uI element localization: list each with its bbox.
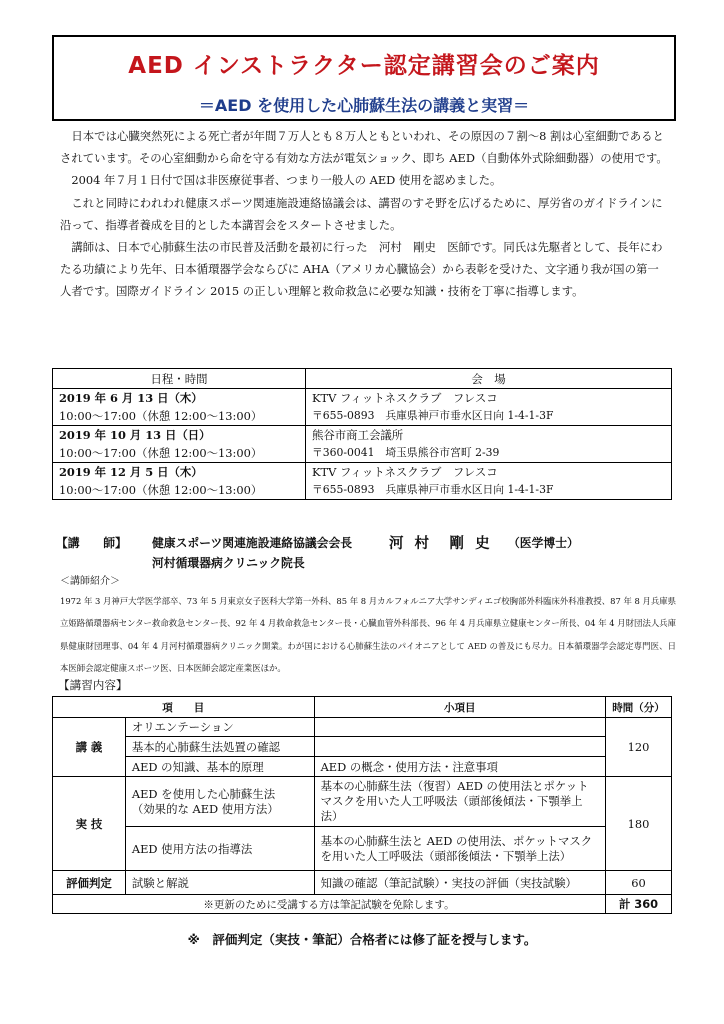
instructor-degree: （医学博士）: [508, 536, 579, 550]
evaluation-minutes: 60: [606, 871, 672, 895]
table-row: [53, 777, 672, 827]
table-row: [53, 737, 672, 757]
table-row: [53, 895, 672, 914]
practice-item-line: （効果的な AED 使用方法）: [131, 801, 279, 816]
total-minutes: 計 360: [606, 895, 672, 914]
practice-sub: 基本の心肺蘇生法と AED の使用法、ポケットマスクを用いた人工呼吸法（頭部後傾法・下顎挙上法）: [314, 827, 605, 871]
course-header-minutes: 時間（分）: [606, 697, 672, 718]
schedule-row: [53, 407, 672, 426]
instructor-org: 健康スポーツ関連施設連絡協議会会長: [152, 536, 353, 550]
bio-label: ＜講師紹介＞: [60, 576, 120, 587]
schedule-venue: 熊谷市商工会議所: [306, 426, 672, 445]
lecture-item: オリエンテーション: [125, 718, 314, 737]
schedule-header-date: 日程・時間: [53, 369, 306, 389]
table-row: [53, 718, 672, 737]
schedule-row: [53, 463, 672, 482]
practice-category: 実 技: [53, 777, 126, 871]
course-header-sub: 小項目: [314, 697, 605, 718]
instructor-name: 河 村 剛 史: [389, 536, 493, 552]
practice-minutes: 180: [606, 777, 672, 871]
evaluation-item: 試験と解説: [125, 871, 314, 895]
practice-item: [125, 777, 314, 827]
course-table: [52, 696, 672, 914]
lecture-item: 基本的心肺蘇生法処置の確認: [125, 737, 314, 757]
schedule-row: [53, 444, 672, 463]
schedule-venue: KTV フィットネスクラブ フレスコ: [306, 463, 672, 482]
schedule-row: [53, 481, 672, 500]
intro-paragraph: 日本では心臓突然死による死亡者が年間７万人とも８万人ともといわれ、その原因の７割〜8 割は心室細動であるとされています。その心室細動から命を守る有効な方法が電気ショック、即ち AED（自動体外式除細動器）の使用です。: [60, 129, 668, 166]
page-title: AED インストラクター認定講習会のご案内: [128, 53, 600, 79]
schedule-venue: KTV フィットネスクラブ フレスコ: [306, 389, 672, 408]
title-box: [52, 35, 676, 121]
evaluation-category: 評価判定: [53, 871, 126, 895]
course-header-item: 項 目: [53, 697, 315, 718]
course-header: [53, 697, 672, 718]
schedule-header-venue: 会 場: [306, 369, 672, 389]
schedule-address: 〒360-0041 埼玉県熊谷市宮町 2-39: [306, 444, 672, 463]
schedule-table: [52, 368, 672, 500]
instructor-clinic: 河村循環器病クリニック院長: [152, 556, 305, 570]
lecture-sub-empty: [314, 718, 605, 737]
schedule-row: [53, 426, 672, 445]
instructor-label: 【講 師】: [56, 536, 127, 550]
schedule-date: 2019 年 10 月 13 日（日）: [53, 426, 306, 445]
content-label: 【講習内容】: [58, 678, 128, 692]
certificate-note: ※ 評価判定（実技・筆記）合格者には修了証を授与します。: [187, 932, 537, 947]
lecture-item: AED の知識、基本的原理: [125, 757, 314, 777]
lecture-category: 講 義: [53, 718, 126, 777]
schedule-header: [53, 369, 672, 389]
lecture-sub: AED の概念・使用方法・注意事項: [314, 757, 605, 777]
lecture-sub-empty: [314, 737, 605, 757]
evaluation-sub: 知識の確認（筆記試験）・実技の評価（実技試験）: [314, 871, 605, 895]
practice-sub: 基本の心肺蘇生法（復習）AED の使用法とポケットマスクを用いた人工呼吸法（頭部後傾法・下顎挙上法）: [314, 777, 605, 827]
schedule-row: [53, 389, 672, 408]
bio-text: 1972 年 3 月神戸大学医学部卒、73 年 5 月東京女子医科大学第一外科、85 年 8 月カルフォルニア大学サンディエゴ校胸部外科臨床外科准教授、87 年 8 月兵庫県立姫路循環器病センター救命救急センター長、92 年 4 月救命救急センター長・心臓血管外科部長、96 年 4 月兵庫県立健康センター所長、04 年 4 月財団法人兵庫県健康財団理事、04 年 4 月河村循環器病クリニック開業。わが国における心肺蘇生法のパイオニアとして AED の普及にも尽力。日本循環器学会認定専門医、日本医師会認定健康スポーツ医、日本医師会認定産業医ほか。: [60, 596, 676, 674]
intro-text: [60, 125, 668, 303]
schedule-date: 2019 年 12 月 5 日（木）: [53, 463, 306, 482]
exemption-note: ※更新のために受講する方は筆記試験を免除します。: [53, 895, 606, 914]
intro-paragraph: 2004 年７月１日付で国は非医療従事者、つまり一般人の AED 使用を認めました。: [71, 173, 502, 188]
table-row: [53, 827, 672, 871]
practice-item: AED 使用方法の指導法: [125, 827, 314, 871]
schedule-address: 〒655-0893 兵庫県神戸市垂水区日向 1-4-1-3F: [306, 407, 672, 426]
schedule-time: 10:00〜17:00（休憩 12:00〜13:00）: [53, 481, 306, 500]
table-row: [53, 757, 672, 777]
table-row: [53, 871, 672, 895]
schedule-date: 2019 年 6 月 13 日（木）: [53, 389, 306, 408]
lecture-minutes: 120: [606, 718, 672, 777]
practice-item-line: AED を使用した心肺蘇生法: [131, 786, 276, 801]
intro-paragraph: これと同時にわれわれ健康スポーツ関連施設連絡協議会は、講習のすそ野を広げるために、厚労省のガイドラインに沿って、指導者養成を目的とした本講習会をスタートさせました。: [60, 195, 663, 232]
schedule-time: 10:00〜17:00（休憩 12:00〜13:00）: [53, 407, 306, 426]
schedule-address: 〒655-0893 兵庫県神戸市垂水区日向 1-4-1-3F: [306, 481, 672, 500]
page-subtitle: ＝AED を使用した心肺蘇生法の講義と実習＝: [198, 96, 530, 115]
schedule-time: 10:00〜17:00（休憩 12:00〜13:00）: [53, 444, 306, 463]
intro-paragraph: 講師は、日本で心肺蘇生法の市民普及活動を最初に行った 河村 剛史 医師です。同氏は先駆者として、長年にわたる功績により先年、日本循環器学会ならびに AHA（アメリカ心臓協会）から表彰を受けた、文字通り我が国の第一人者です。国際ガイドライン 2015 の正しい理解と救命救急に必要な知識・技術を丁寧に指導します。: [60, 240, 663, 299]
